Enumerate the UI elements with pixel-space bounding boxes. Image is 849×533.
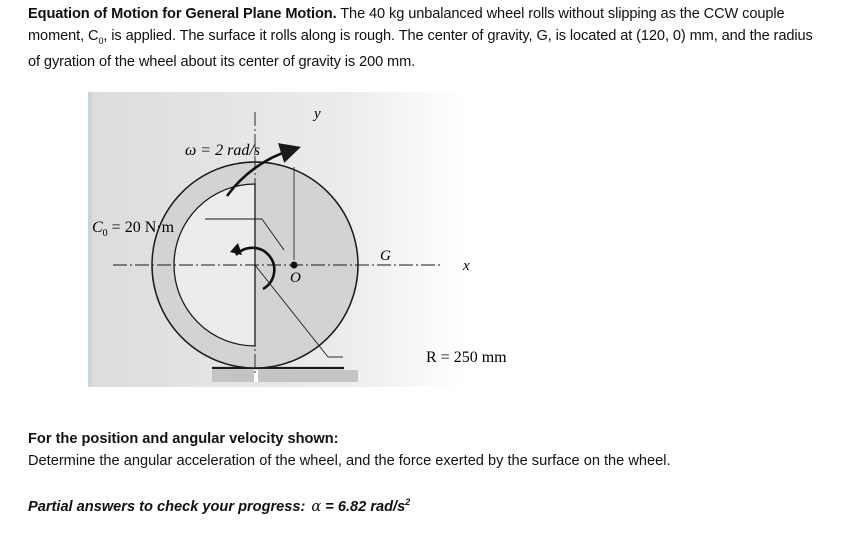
question-body: Determine the angular acceleration of the wheel, and the force exerted by the surface on the wheel. bbox=[28, 453, 671, 469]
wheel-figure bbox=[88, 92, 558, 387]
problem-text-1: The 40 kg unbalanced wheel rolls without slipping as the CCW couple moment, C bbox=[28, 6, 785, 44]
radius-label: R = 250 mm bbox=[426, 349, 507, 366]
partial-answer-exponent: 2 bbox=[405, 497, 411, 507]
problem-subscript: 0 bbox=[98, 35, 104, 46]
problem-statement bbox=[28, 4, 828, 73]
problem-text-2: , is applied. The surface it rolls along is rough. The center of gravity, G, is located at (120, 0) mm, and the radius of gyration of the wheel about its center of gravity is 200 mm. bbox=[28, 27, 813, 70]
partial-answer-value: = 6.82 rad/s bbox=[321, 498, 406, 515]
center-of-gravity-point bbox=[291, 262, 298, 269]
problem-title: Equation of Motion for General Plane Motion. bbox=[28, 6, 337, 22]
cg-label: G bbox=[380, 248, 391, 264]
couple-moment-label: $C_0 = 20$ N·m bbox=[92, 219, 175, 239]
y-axis-label: y bbox=[314, 106, 321, 122]
partial-answer-label: Partial answers to check your progress: bbox=[28, 498, 306, 515]
angular-velocity-label: ω = 2 rad/s bbox=[185, 142, 260, 159]
partial-answer bbox=[28, 497, 410, 515]
wheel-diagram bbox=[88, 92, 558, 387]
ground-block-right bbox=[258, 370, 358, 382]
origin-label: O bbox=[290, 270, 301, 286]
alpha-symbol: α bbox=[311, 497, 322, 515]
question-heading: For the position and angular velocity shown: bbox=[28, 431, 339, 447]
x-axis-label: x bbox=[463, 258, 470, 274]
